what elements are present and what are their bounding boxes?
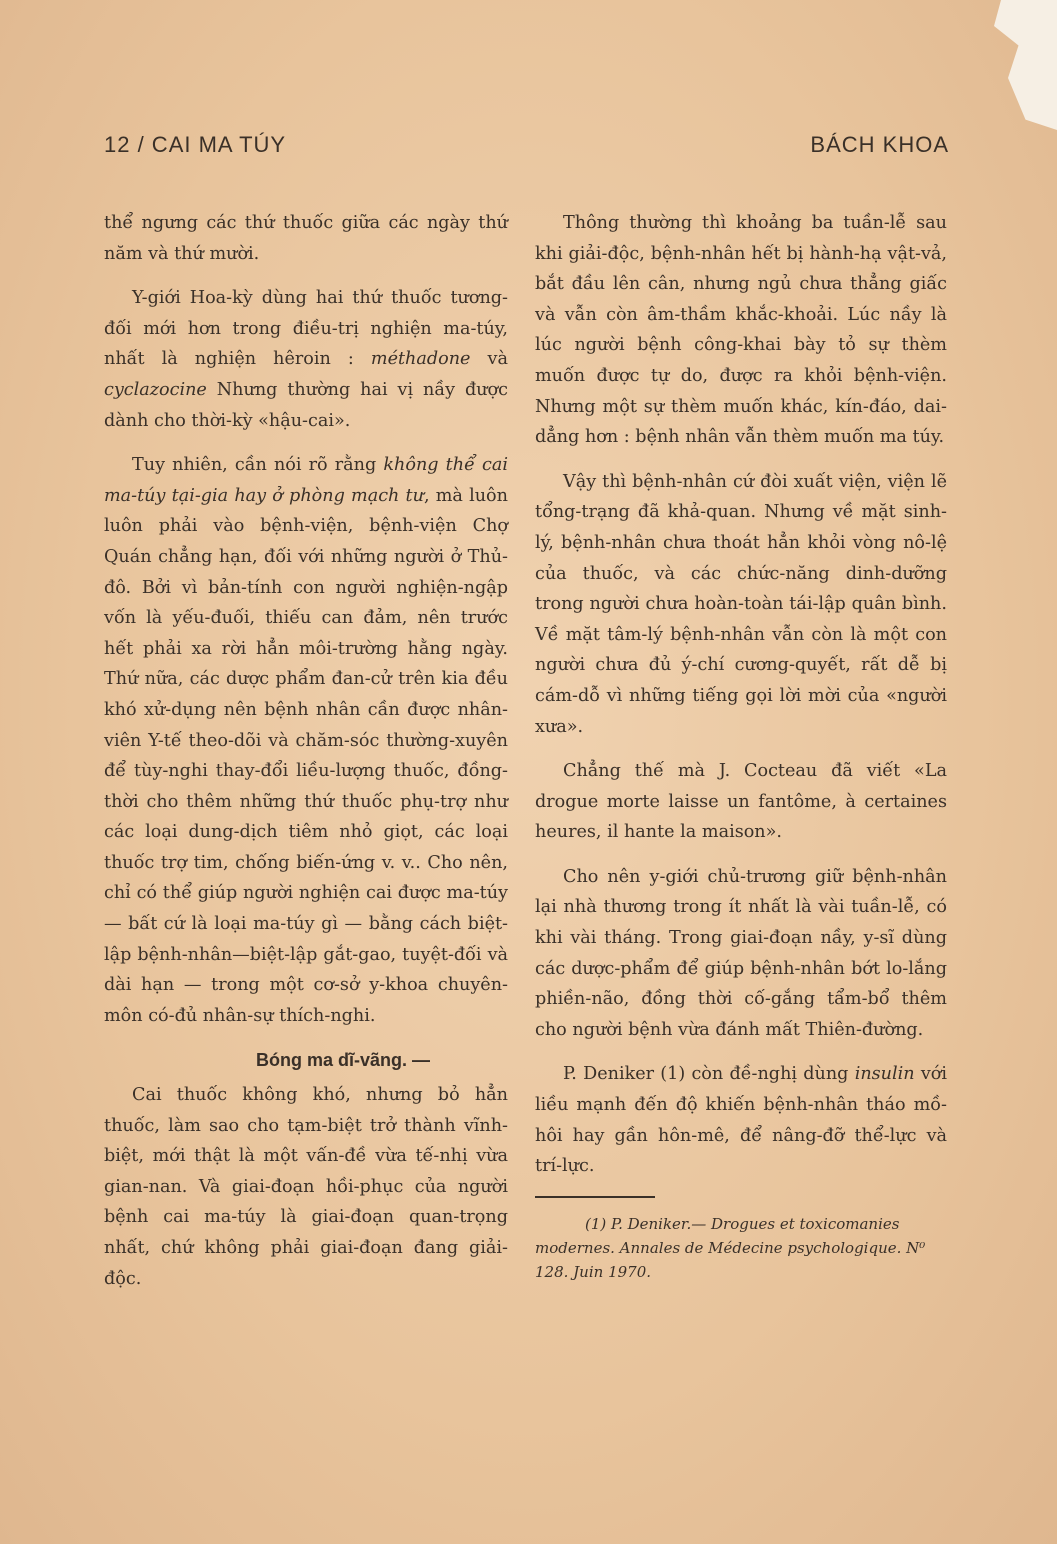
left-column — [104, 208, 508, 1308]
paragraph: P. Deniker (1) còn đề-nghị dùng insulin với liều mạnh đến độ khiến bệnh-nhân tháo mồ-hôi hay gần hôn-mê, để nâng-đỡ thể-lực và trí-lực. — [535, 1064, 947, 1177]
paragraph: thể ngưng các thứ thuốc giữa các ngày thứ năm và thứ mười. — [104, 213, 508, 264]
paragraph: Y-giới Hoa-kỳ dùng hai thứ thuốc tương-đối mới hơn trong điều-trị nghiện ma-túy, nhất là nghiện hêroin : méthadone và cyclazocine Nhưng thường hai vị nầy được dành cho thời-kỳ «hậu-cai». — [104, 288, 508, 431]
paragraph: Cho nên y-giới chủ-trương giữ bệnh-nhân lại nhà thương trong ít nhất là vài tuần-lễ, có khi vài tháng. Trong giai-đoạn nầy, y-sĩ dùng các dược-phẩm để giúp bệnh-nhân bớt lo-lắng phiền-não, đồng thời cố-gắng tẩm-bổ thêm cho người bệnh vừa đánh mất Thiên-đường. — [535, 866, 947, 1040]
paragraph: Thông thường thì khoảng ba tuần-lễ sau khi giải-độc, bệnh-nhân hết bị hành-hạ vật-vả, bắt đầu lên cân, nhưng ngủ chưa thẳng giấc và vẫn còn âm-thầm khắc-khoải. Lúc nầy là lúc người bệnh công-khai bày tỏ sự thèm muốn được tự do, được ra khỏi bệnh-viện. Nhưng một sự thèm muốn khác, kín-đáo, dai-dẳng hơn : bệnh nhân vẫn thèm muốn ma túy. — [535, 213, 947, 448]
paragraph: Cai thuốc không khó, nhưng bỏ hẳn thuốc, làm sao cho tạm-biệt trở thành vĩnh-biệt, mới thật là một vấn-đề vừa tế-nhị vừa gian-nan. Và giai-đoạn hồi-phục của người bệnh cai ma-túy là giai-đoạn quan-trọng nhất, chứ không phải giai-đoạn đang giải-độc. — [104, 1085, 508, 1289]
section-heading: Bóng ma dĩ-vãng. — — [256, 1050, 431, 1071]
paragraph: Tuy nhiên, cần nói rõ rằng không thể cai ma-túy tại-gia hay ở phòng mạch tư, mà luôn luôn phải vào bệnh-viện, bệnh-viện Chợ Quán chẳng hạn, đối với những người ở Thủ-đô. Bởi vì bản-tính con người nghiện-ngập vốn là yếu-đuối, thiếu can đảm, nên trước hết phải xa rời hẳn môi-trường hằng ngày. Thứ nữa, các dược phẩm đan-cử trên kia đều khó xử-dụng nên bệnh nhân cần được nhân-viên Y-tế theo-dõi và chăm-sóc thường-xuyên để tùy-nghi thay-đổi liều-lượng thuốc, đồng-thời cho thêm những thứ thuốc phụ-trợ như các loại dung-dịch tiêm nhỏ giọt, các loại thuốc trợ tim, chống biến-ứng v. v.. Cho nên, chỉ có thể giúp người nghiện cai được ma-túy — bất cứ là loại ma-túy gì — bằng cách biệt-lập bệnh-nhân—biệt-lập gắt-gao, tuyệt-đối và dài hạn — trong một cơ-sở y-khoa chuyên-môn có-đủ nhân-sự thích-nghi. — [104, 455, 508, 1026]
running-header-left: 12 / CAI MA TÚY — [104, 132, 287, 157]
paragraph: Chẳng thế mà J. Cocteau đã viết «La drogue morte laisse un fantôme, à certaines heures, il hante la maison». — [535, 761, 947, 843]
running-header-right: BÁCH KHOA — [810, 132, 949, 157]
right-column — [535, 208, 947, 1284]
footnote-rule — [535, 1196, 655, 1198]
footnote: (1) P. Deniker.— Drogues et toxicomanies modernes. Annales de Médecine psychologique. N⁰ 128. Juin 1970. — [535, 1214, 926, 1281]
paragraph: Vậy thì bệnh-nhân cứ đòi xuất viện, viện lẽ tổng-trạng đã khả-quan. Nhưng về mặt sinh-lý, bệnh-nhân chưa thoát hẳn khỏi vòng nô-lệ của thuốc, và các chức-năng dinh-dưỡng trong người chưa hoàn-toàn tái-lập quân bình. Về mặt tâm-lý bệnh-nhân vẫn còn là một con người chưa đủ ý-chí cương-quyết, rất dễ bị cám-dỗ vì những tiếng gọi lời mời của «người xưa». — [535, 471, 947, 737]
torn-corner — [987, 0, 1057, 130]
